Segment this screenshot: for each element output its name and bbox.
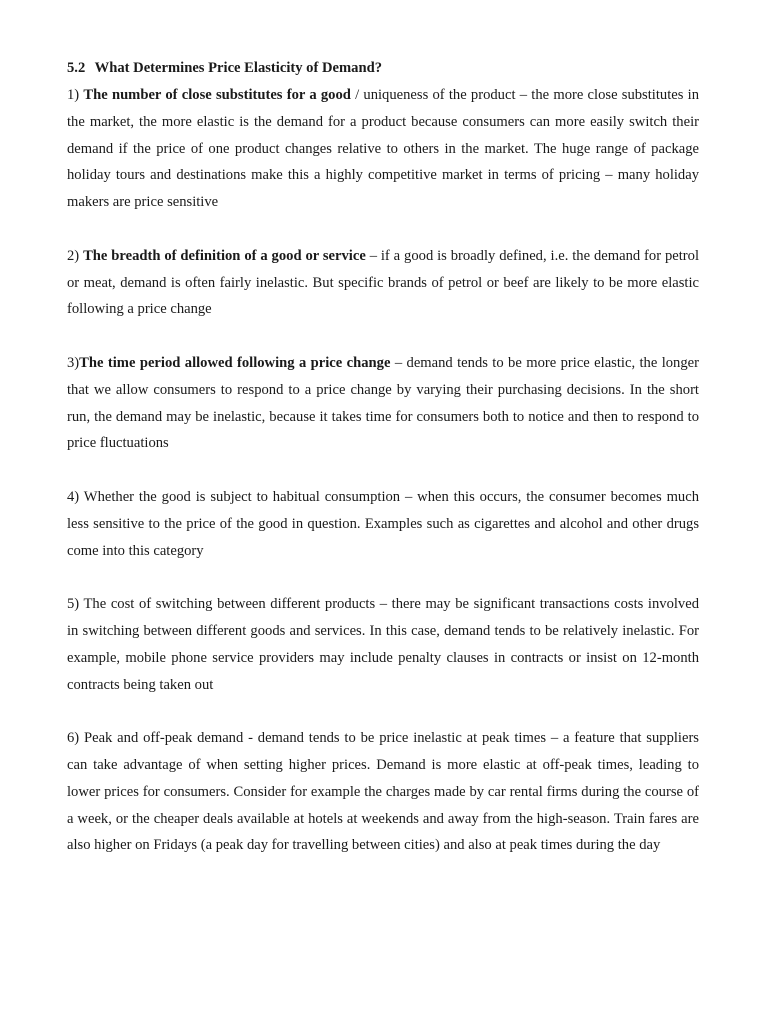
point-prefix: 6) [67, 730, 84, 747]
section-number: 5.2 [67, 60, 86, 76]
point-prefix: 2) [67, 247, 84, 264]
point-bold-lead: The number of close substitutes for a good [83, 87, 351, 103]
point-6 [67, 725, 699, 859]
document-body [67, 58, 699, 886]
point-bold-lead: The breadth of definition of a good or service [83, 247, 366, 264]
point-text: Peak and off-peak demand - demand tends to be price inelastic at peak times – a feature that suppliers can take advantage of when setting higher prices. Demand is more elastic at off-peak times, leading to lower prices for consumers. Consider for example the charges made by car rental firms during the course of a week, or the cheaper deals available at hotels at weekends and away from the high-season. Train fares are also higher on Fridays (a peak day for travelling between cities) and also at peak times during the day [67, 730, 699, 854]
point-2 [67, 243, 699, 323]
point-text: – demand tends to be more price elastic, the longer that we allow consumers to respond to a price change by varying their purchasing decisions. In the short run, the demand may be inelastic, because it takes time for consumers both to notice and then to respond to price fluctuations [67, 354, 699, 452]
point-prefix: 3) [67, 354, 80, 371]
point-text: / uniqueness of the product – the more close substitutes in the market, the more elastic is the demand for a product because consumers can more easily switch their demand if the price of one product changes relative to others in the market. The huge range of package holiday tours and destinations make this a highly competitive market in terms of pricing – many holiday makers are price sensitive [67, 87, 699, 211]
point-prefix: 1) [67, 87, 84, 103]
section-heading [67, 58, 699, 78]
point-text: The cost of switching between different products – there may be significant transactions costs involved in switching between different goods and services. In this case, demand tends to be relatively inelastic. For example, mobile phone service providers may include penalty clauses in contracts or insist on 12-month contracts being taken out [67, 596, 699, 693]
point-prefix: 5) [67, 596, 84, 613]
point-text: Whether the good is subject to habitual consumption – when this occurs, the consumer becomes much less sensitive to the price of the good in question. Examples such as cigarettes and alcohol and other drugs come into this category [67, 488, 699, 559]
point-5 [67, 591, 699, 698]
point-text: – if a good is broadly defined, i.e. the demand for petrol or meat, demand is often fairly inelastic. But specific brands of petrol or beef are likely to be more elastic following a price change [67, 247, 699, 318]
section-title: What Determines Price Elasticity of Demand? [94, 60, 382, 76]
point-prefix: 4) [67, 488, 84, 505]
point-3 [67, 350, 699, 457]
point-bold-lead: The time period allowed following a price change [79, 354, 391, 371]
point-4 [67, 484, 699, 564]
point-1 [67, 82, 699, 216]
